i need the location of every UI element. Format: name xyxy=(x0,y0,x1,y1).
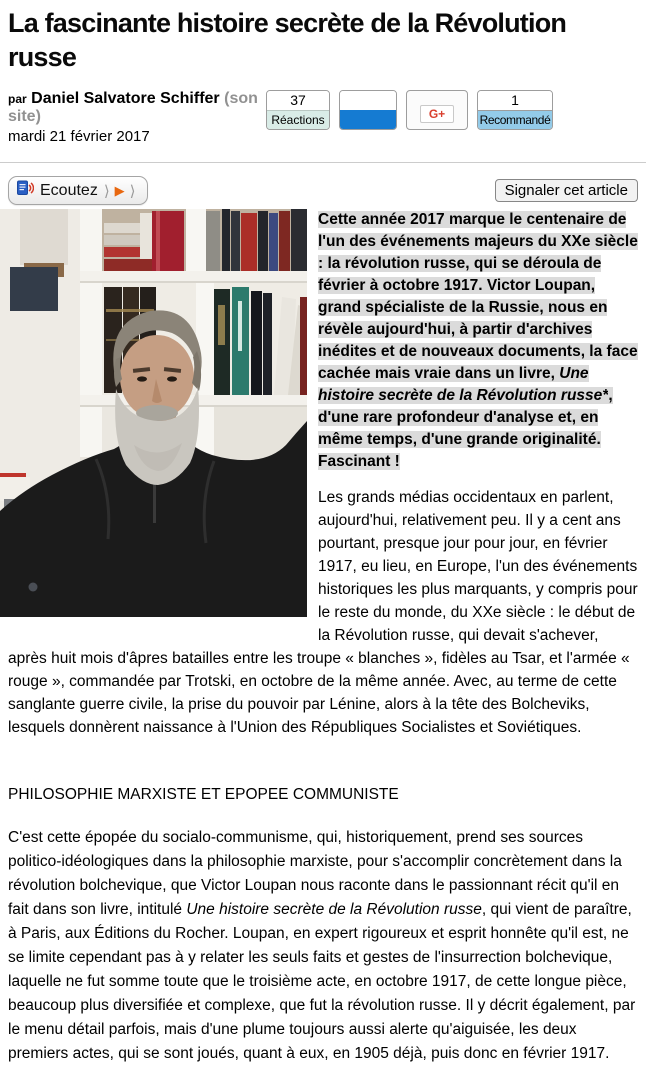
paragraph-3 xyxy=(8,826,638,1066)
portrait-illustration xyxy=(0,209,307,617)
social-buttons xyxy=(266,90,553,130)
report-article-button[interactable]: Signaler cet article xyxy=(495,179,638,202)
share-count xyxy=(340,91,396,110)
article-date: mardi 21 février 2017 xyxy=(8,128,150,145)
paragraph-2: Les grands médias occidentaux en parlent, aujourd'hui, relativement peu. Il y a cent ans pourtant, presque jour pour jour, en février 1917, eu lieu, en Europe, l'un des événements historiques les plus marquants, y compris pour le reste du monde, du XXe siècle : le début de la Révolution russe, qui devait s'achever, après huit mois d'âpres batailles entre les troupe « blanches », fidèles au Tsar, et l'armée « rouge », commandée par Trotski, en octobre de la même année. Avec, au terme de cette sanglante guerre civile, la prise du pouvoir par Lénine, alors à la tête des Bolcheviks, lesquels donnèrent naissance à l'Union des Républiques Socialistes et Soviétiques. xyxy=(8,489,638,736)
byline xyxy=(8,90,258,145)
recommend-label: Recommandé xyxy=(478,110,552,130)
recommend-button[interactable] xyxy=(477,90,553,130)
page-title: La fascinante histoire secrète de la Révolution russe xyxy=(8,8,567,72)
article-body xyxy=(8,209,638,1066)
play-icon[interactable]: ▶ xyxy=(114,182,125,198)
chevron-icon: ⟩ xyxy=(129,182,136,200)
toolbar xyxy=(8,176,638,205)
googleplus-button[interactable] xyxy=(406,90,468,130)
header-row xyxy=(8,90,638,145)
intro-book-title: Une histoire secrète de la Révolution russe* xyxy=(318,365,609,404)
recommend-count: 1 xyxy=(478,91,552,110)
listen-button[interactable] xyxy=(8,176,148,205)
divider xyxy=(0,162,646,163)
paragraph-3-book-title: Une histoire secrète de la Révolution russe xyxy=(186,901,482,918)
reactions-button[interactable] xyxy=(266,90,330,130)
chevron-icon: ⟩ xyxy=(103,182,110,200)
author-site-link[interactable]: (son site) xyxy=(8,90,258,125)
author-name-link[interactable]: Daniel Salvatore Schiffer xyxy=(31,90,220,107)
share-bar xyxy=(340,110,396,129)
reactions-count: 37 xyxy=(267,91,329,110)
section-heading: PHILOSOPHIE MARXISTE ET EPOPEE COMMUNISTE xyxy=(8,786,399,803)
intro-text: Cette année 2017 marque le centenaire de l'un des événements majeurs du XXe siècle : la révolution russe, qui se déroula de février à octobre 1917. Victor Loupan, grand spécialiste de la Russie, nous en révèle aujourd'hui, à partir d'archives inédites et de nouveaux documents, la face cachée mais vraie dans un livre, xyxy=(318,211,638,382)
speaker-document-icon xyxy=(17,180,34,201)
article-photo xyxy=(0,209,307,617)
byline-prefix: par xyxy=(8,92,27,106)
intro-text-end: , d'une rare profondeur d'analyse et, en même temps, d'une grande originalité. Fascinant ! xyxy=(318,387,613,470)
paragraph-3-text-end: , qui vient de paraître, à Paris, aux Éditions du Rocher. Loupan, en expert rigoureux et esprit honnête qu'il est, ne se limite cependant pas à y relater les seuls faits et gestes de l'insurrection bolchevique, laquelle ne fut somme toute que le troisième acte, en octobre 1917, de cette longue pièce, beaucoup plus diversifiée et complexe, que fut la révolution russe. Il y décrit également, par le menu détail parfois, mais d'une plume toujours aussi alerte qu'aiguisée, les deux premiers actes, qui se sont joués, quant à eux, en 1905 déjà, puis donc en février 1917. xyxy=(8,901,636,1062)
reactions-label: Réactions xyxy=(267,110,329,130)
share-button[interactable] xyxy=(339,90,397,130)
paragraph-3-text: C'est cette épopée du socialo-communisme, qui, historiquement, prend ses sources politico-idéologiques dans la philosophie marxiste, pour s'accomplir concrètement dans la révolution bolchevique, que Victor Loupan nous raconte dans le passionnant récit qu'il en fait dans son livre, intitulé xyxy=(8,829,622,918)
listen-label: Ecoutez xyxy=(40,181,98,199)
googleplus-icon[interactable]: G+ xyxy=(420,105,454,123)
